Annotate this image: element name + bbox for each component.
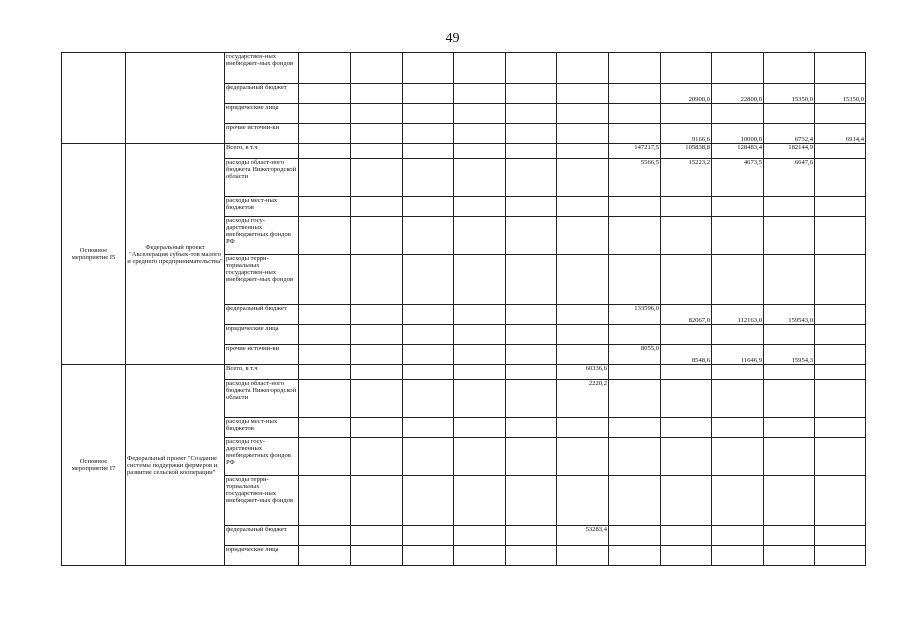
- funding-source-cell: юридические лица: [225, 104, 299, 124]
- value-cell: [299, 380, 351, 418]
- value-cell: [506, 217, 557, 255]
- value-cell: [351, 476, 403, 526]
- value-cell: [712, 438, 764, 476]
- value-cell: [506, 159, 557, 197]
- value-cell: [764, 418, 815, 438]
- value-cell: [454, 526, 506, 546]
- funding-source-cell: расходы госу-дарственных внебюджетных фондов РФ: [225, 438, 299, 476]
- value-cell: [351, 526, 403, 546]
- value-cell: [351, 305, 403, 325]
- value-cell: [557, 53, 609, 84]
- value-cell: [557, 418, 609, 438]
- funding-source-cell: Всего, в т.ч: [225, 144, 299, 159]
- value-cell: [299, 438, 351, 476]
- measure-level-cell: Основное мероприятие I5: [62, 144, 126, 365]
- value-cell: [815, 526, 866, 546]
- value-cell: [403, 104, 454, 124]
- value-cell: [351, 197, 403, 217]
- value-cell: [557, 345, 609, 365]
- value-cell: [661, 380, 712, 418]
- value-cell: [351, 380, 403, 418]
- value-cell: [454, 418, 506, 438]
- value-cell: [351, 546, 403, 566]
- value-cell: [557, 255, 609, 305]
- value-cell: [506, 84, 557, 104]
- value-cell: [403, 124, 454, 144]
- value-cell: [661, 217, 712, 255]
- value-cell: [557, 438, 609, 476]
- value-cell: 133596,0: [609, 305, 661, 325]
- value-cell: [712, 325, 764, 345]
- value-cell: [506, 305, 557, 325]
- value-cell: [506, 365, 557, 380]
- value-cell: [712, 217, 764, 255]
- value-cell: [609, 84, 661, 104]
- value-cell: [712, 255, 764, 305]
- value-cell: [764, 546, 815, 566]
- value-cell: [403, 546, 454, 566]
- value-cell: [815, 255, 866, 305]
- value-cell: 8055,0: [609, 345, 661, 365]
- value-cell: [299, 345, 351, 365]
- value-cell: [403, 144, 454, 159]
- value-cell: [454, 345, 506, 365]
- value-cell: [609, 53, 661, 84]
- table-row: [62, 144, 866, 159]
- value-cell: [557, 197, 609, 217]
- value-cell: [403, 325, 454, 345]
- value-cell: 15350,0: [764, 84, 815, 104]
- value-cell: [506, 380, 557, 418]
- value-cell: [351, 345, 403, 365]
- value-cell: [815, 380, 866, 418]
- value-cell: [609, 217, 661, 255]
- value-cell: [815, 418, 866, 438]
- value-cell: [351, 418, 403, 438]
- value-cell: [506, 325, 557, 345]
- funding-source-cell: юридические лица: [225, 325, 299, 345]
- value-cell: [661, 365, 712, 380]
- value-cell: [351, 159, 403, 197]
- value-cell: [815, 104, 866, 124]
- value-cell: [299, 217, 351, 255]
- value-cell: [557, 159, 609, 197]
- funding-source-cell: расходы област-ного бюджета Нижегородской области: [225, 159, 299, 197]
- value-cell: 20900,0: [661, 84, 712, 104]
- value-cell: [403, 380, 454, 418]
- value-cell: [764, 476, 815, 526]
- value-cell: [815, 546, 866, 566]
- value-cell: [661, 53, 712, 84]
- value-cell: [609, 124, 661, 144]
- value-cell: [557, 476, 609, 526]
- measure-name-cell: Федеральный проект "Акселерация субъек-тов малого и среднего предпринимательства": [126, 144, 225, 365]
- value-cell: [299, 325, 351, 345]
- value-cell: [454, 217, 506, 255]
- budget-table-body: [62, 53, 866, 566]
- value-cell: [506, 144, 557, 159]
- measure-level-cell: [62, 53, 126, 144]
- value-cell: [454, 305, 506, 325]
- value-cell: [403, 84, 454, 104]
- value-cell: [454, 144, 506, 159]
- value-cell: [609, 255, 661, 305]
- value-cell: [764, 197, 815, 217]
- value-cell: [557, 124, 609, 144]
- measure-name-cell: Федеральный проект "Создание системы поддержки фермеров и развитие сельской кооперации": [126, 365, 225, 566]
- value-cell: [351, 217, 403, 255]
- value-cell: [403, 476, 454, 526]
- value-cell: [403, 345, 454, 365]
- value-cell: [299, 476, 351, 526]
- value-cell: [506, 197, 557, 217]
- funding-source-cell: расходы мест-ных бюджетов: [225, 197, 299, 217]
- value-cell: [764, 365, 815, 380]
- value-cell: 15954,3: [764, 345, 815, 365]
- value-cell: [351, 438, 403, 476]
- page-number: 49: [445, 31, 460, 46]
- funding-source-cell: расходы мест-ных бюджетов: [225, 418, 299, 438]
- value-cell: [351, 325, 403, 345]
- value-cell: [299, 526, 351, 546]
- value-cell: [506, 104, 557, 124]
- value-cell: 112163,0: [712, 305, 764, 325]
- value-cell: [299, 305, 351, 325]
- value-cell: [815, 438, 866, 476]
- value-cell: [661, 546, 712, 566]
- value-cell: 6647,6: [764, 159, 815, 197]
- value-cell: [661, 526, 712, 546]
- value-cell: 82067,0: [661, 305, 712, 325]
- value-cell: [815, 345, 866, 365]
- value-cell: [351, 124, 403, 144]
- value-cell: [712, 197, 764, 217]
- funding-source-cell: федеральный бюджет: [225, 84, 299, 104]
- value-cell: 2220,2: [557, 380, 609, 418]
- value-cell: [815, 159, 866, 197]
- value-cell: [403, 365, 454, 380]
- funding-source-cell: Всего, в т.ч: [225, 365, 299, 380]
- value-cell: [506, 255, 557, 305]
- value-cell: 5566,5: [609, 159, 661, 197]
- value-cell: 53283,4: [557, 526, 609, 546]
- value-cell: 105838,8: [661, 144, 712, 159]
- table-row: [62, 53, 866, 84]
- value-cell: 22800,0: [712, 84, 764, 104]
- value-cell: [403, 418, 454, 438]
- funding-source-cell: прочие источни-ки: [225, 345, 299, 365]
- value-cell: [351, 84, 403, 104]
- value-cell: [299, 365, 351, 380]
- value-cell: 159543,0: [764, 305, 815, 325]
- value-cell: [454, 124, 506, 144]
- value-cell: [815, 53, 866, 84]
- value-cell: [712, 476, 764, 526]
- value-cell: 15223,2: [661, 159, 712, 197]
- value-cell: [712, 365, 764, 380]
- value-cell: [403, 438, 454, 476]
- value-cell: [764, 325, 815, 345]
- value-cell: [815, 305, 866, 325]
- value-cell: [454, 197, 506, 217]
- budget-table: [61, 52, 866, 566]
- value-cell: [403, 159, 454, 197]
- value-cell: [609, 546, 661, 566]
- value-cell: [351, 144, 403, 159]
- value-cell: [454, 104, 506, 124]
- value-cell: 4673,5: [712, 159, 764, 197]
- value-cell: [661, 418, 712, 438]
- value-cell: [661, 197, 712, 217]
- value-cell: [557, 84, 609, 104]
- value-cell: [299, 53, 351, 84]
- value-cell: [815, 144, 866, 159]
- value-cell: 15350,0: [815, 84, 866, 104]
- value-cell: [454, 546, 506, 566]
- funding-source-cell: расходы госу-дарственных внебюджетных фондов РФ: [225, 217, 299, 255]
- value-cell: [454, 84, 506, 104]
- value-cell: [661, 438, 712, 476]
- funding-source-cell: прочие источни-ки: [225, 124, 299, 144]
- funding-source-cell: государствен-ных внебюджет-ных фондов: [225, 53, 299, 84]
- value-cell: [557, 217, 609, 255]
- value-cell: [351, 53, 403, 84]
- value-cell: [454, 255, 506, 305]
- value-cell: [403, 305, 454, 325]
- value-cell: [351, 365, 403, 380]
- value-cell: [661, 104, 712, 124]
- value-cell: 128483,4: [712, 144, 764, 159]
- value-cell: [299, 144, 351, 159]
- funding-source-cell: расходы терри-ториальных государствен-ных внебюджет-ных фондов: [225, 255, 299, 305]
- value-cell: [299, 197, 351, 217]
- value-cell: [299, 546, 351, 566]
- value-cell: [661, 325, 712, 345]
- value-cell: [299, 104, 351, 124]
- value-cell: [764, 380, 815, 418]
- value-cell: 6732,4: [764, 124, 815, 144]
- value-cell: [815, 365, 866, 380]
- value-cell: [351, 104, 403, 124]
- funding-source-cell: расходы терри-ториальных государствен-ных внебюджет-ных фондов: [225, 476, 299, 526]
- value-cell: [506, 124, 557, 144]
- value-cell: [815, 476, 866, 526]
- value-cell: [661, 476, 712, 526]
- value-cell: [815, 217, 866, 255]
- value-cell: 10000,0: [712, 124, 764, 144]
- value-cell: [764, 526, 815, 546]
- value-cell: [609, 418, 661, 438]
- measure-name-cell: [126, 53, 225, 144]
- value-cell: [609, 526, 661, 546]
- value-cell: 60336,6: [557, 365, 609, 380]
- value-cell: [506, 438, 557, 476]
- value-cell: [712, 418, 764, 438]
- value-cell: [609, 325, 661, 345]
- value-cell: [403, 53, 454, 84]
- value-cell: [454, 380, 506, 418]
- value-cell: [454, 325, 506, 345]
- value-cell: [609, 476, 661, 526]
- value-cell: [764, 255, 815, 305]
- table-row: [62, 365, 866, 380]
- value-cell: [764, 104, 815, 124]
- value-cell: [299, 84, 351, 104]
- value-cell: [661, 255, 712, 305]
- funding-source-cell: юридические лица: [225, 546, 299, 566]
- value-cell: [299, 255, 351, 305]
- value-cell: 6914,4: [815, 124, 866, 144]
- value-cell: [764, 53, 815, 84]
- value-cell: [557, 546, 609, 566]
- value-cell: 11646,9: [712, 345, 764, 365]
- value-cell: [506, 345, 557, 365]
- value-cell: [557, 325, 609, 345]
- value-cell: [454, 365, 506, 380]
- value-cell: [506, 526, 557, 546]
- value-cell: [403, 526, 454, 546]
- value-cell: 8548,6: [661, 345, 712, 365]
- value-cell: [506, 546, 557, 566]
- value-cell: [609, 365, 661, 380]
- value-cell: [609, 438, 661, 476]
- value-cell: [609, 197, 661, 217]
- value-cell: [557, 104, 609, 124]
- value-cell: [815, 197, 866, 217]
- value-cell: [712, 526, 764, 546]
- value-cell: [557, 144, 609, 159]
- measure-level-cell: Основное мероприятие I7: [62, 365, 126, 566]
- funding-source-cell: федеральный бюджет: [225, 305, 299, 325]
- value-cell: [609, 380, 661, 418]
- value-cell: [712, 546, 764, 566]
- value-cell: [454, 159, 506, 197]
- value-cell: 182144,9: [764, 144, 815, 159]
- value-cell: [351, 255, 403, 305]
- value-cell: 9166,6: [661, 124, 712, 144]
- value-cell: [454, 438, 506, 476]
- value-cell: [299, 418, 351, 438]
- value-cell: [764, 438, 815, 476]
- value-cell: [815, 325, 866, 345]
- value-cell: [712, 53, 764, 84]
- value-cell: [299, 124, 351, 144]
- value-cell: [403, 255, 454, 305]
- value-cell: [506, 418, 557, 438]
- value-cell: [299, 159, 351, 197]
- value-cell: [506, 476, 557, 526]
- value-cell: [712, 104, 764, 124]
- value-cell: [764, 217, 815, 255]
- value-cell: [454, 53, 506, 84]
- funding-source-cell: расходы област-ного бюджета Нижегородской области: [225, 380, 299, 418]
- value-cell: [454, 476, 506, 526]
- value-cell: [403, 217, 454, 255]
- value-cell: [506, 53, 557, 84]
- funding-source-cell: федеральный бюджет: [225, 526, 299, 546]
- value-cell: 147217,5: [609, 144, 661, 159]
- value-cell: [403, 197, 454, 217]
- value-cell: [609, 104, 661, 124]
- value-cell: [712, 380, 764, 418]
- value-cell: [557, 305, 609, 325]
